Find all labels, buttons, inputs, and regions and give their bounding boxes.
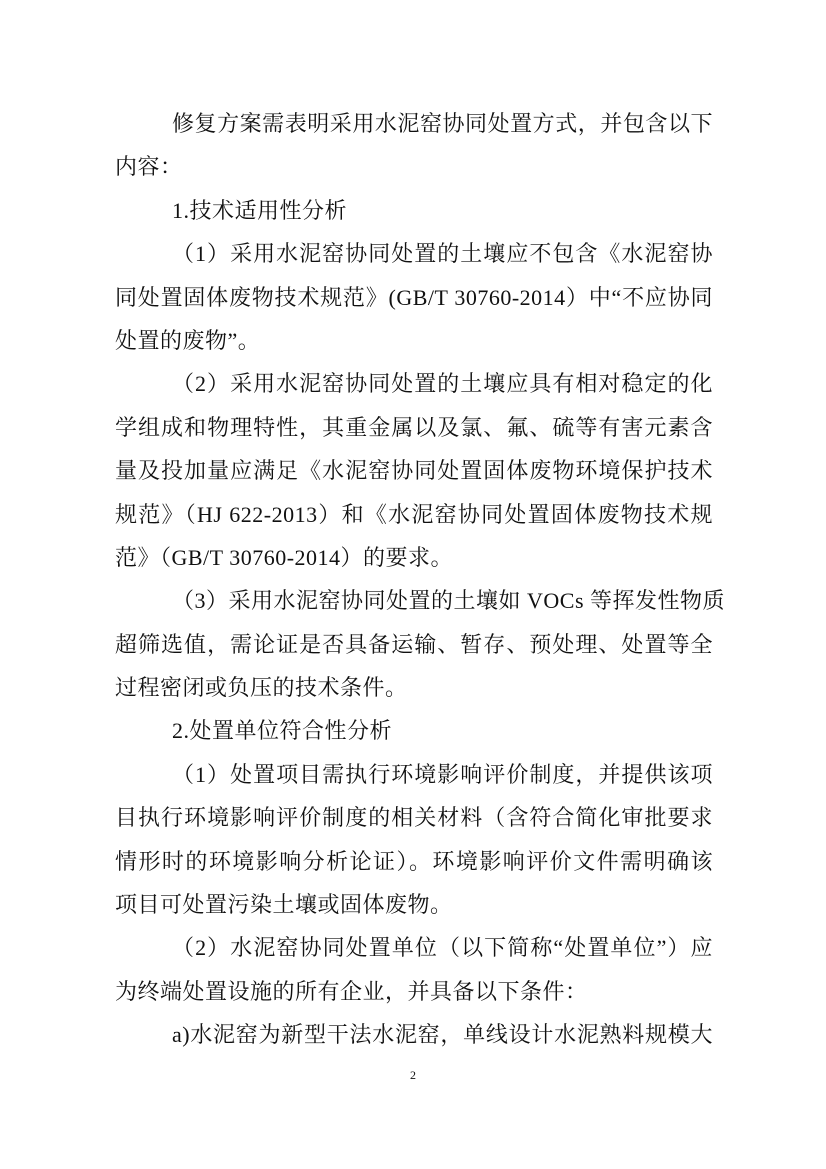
text-line: 过程密闭或负压的技术条件。 <box>115 675 408 701</box>
text-line: 同处置固体废物技术规范》(GB/T 30760-2014）中“不应协同 <box>115 284 713 310</box>
text-line: 内容： <box>115 154 183 180</box>
page-number: 2 <box>410 1068 416 1082</box>
text-line: 范》（GB/T 30760-2014）的要求。 <box>115 544 454 570</box>
text-line: 量及投加量应满足《水泥窑协同处置固体废物环境保护技术 <box>115 458 713 484</box>
text-line: 超筛选值，需论证是否具备运输、暂存、预处理、处置等全 <box>115 631 713 657</box>
text-line: 项目可处置污染土壤或固体废物。 <box>115 892 453 918</box>
text-line: 情形时的环境影响分析论证）。环境影响评价文件需明确该 <box>115 848 713 874</box>
text-line: （1）处置项目需执行环境影响评价制度，并提供该项 <box>172 761 713 787</box>
text-line: 处置的废物”。 <box>115 327 261 353</box>
text-line: a)水泥窑为新型干法水泥窑，单线设计水泥熟料规模大 <box>172 1022 713 1048</box>
text-line: （3）采用水泥窑协同处置的土壤如 VOCs 等挥发性物质 <box>172 588 726 614</box>
text-line: 目执行环境影响评价制度的相关材料（含符合简化审批要求 <box>115 805 713 831</box>
text-line: 修复方案需表明采用水泥窑协同处置方式，并包含以下 <box>172 111 713 136</box>
text-line: 规范》（HJ 622-2013）和《水泥窑协同处置固体废物技术规 <box>115 501 713 527</box>
document-body <box>115 102 726 1057</box>
text-line: （1）采用水泥窑协同处置的土壤应不包含《水泥窑协 <box>172 241 713 267</box>
text-line: （2）采用水泥窑协同处置的土壤应具有相对稳定的化 <box>172 371 713 397</box>
text-line: 为终端处置设施的所有企业，并具备以下条件： <box>115 978 588 1004</box>
text-line: 学组成和物理特性，其重金属以及氯、氟、硫等有害元素含 <box>115 414 713 440</box>
text-line: 1.技术适用性分析 <box>172 197 348 223</box>
text-line: 2.处置单位符合性分析 <box>172 718 393 744</box>
text-line: （2）水泥窑协同处置单位（以下简称“处置单位”）应 <box>172 935 713 961</box>
